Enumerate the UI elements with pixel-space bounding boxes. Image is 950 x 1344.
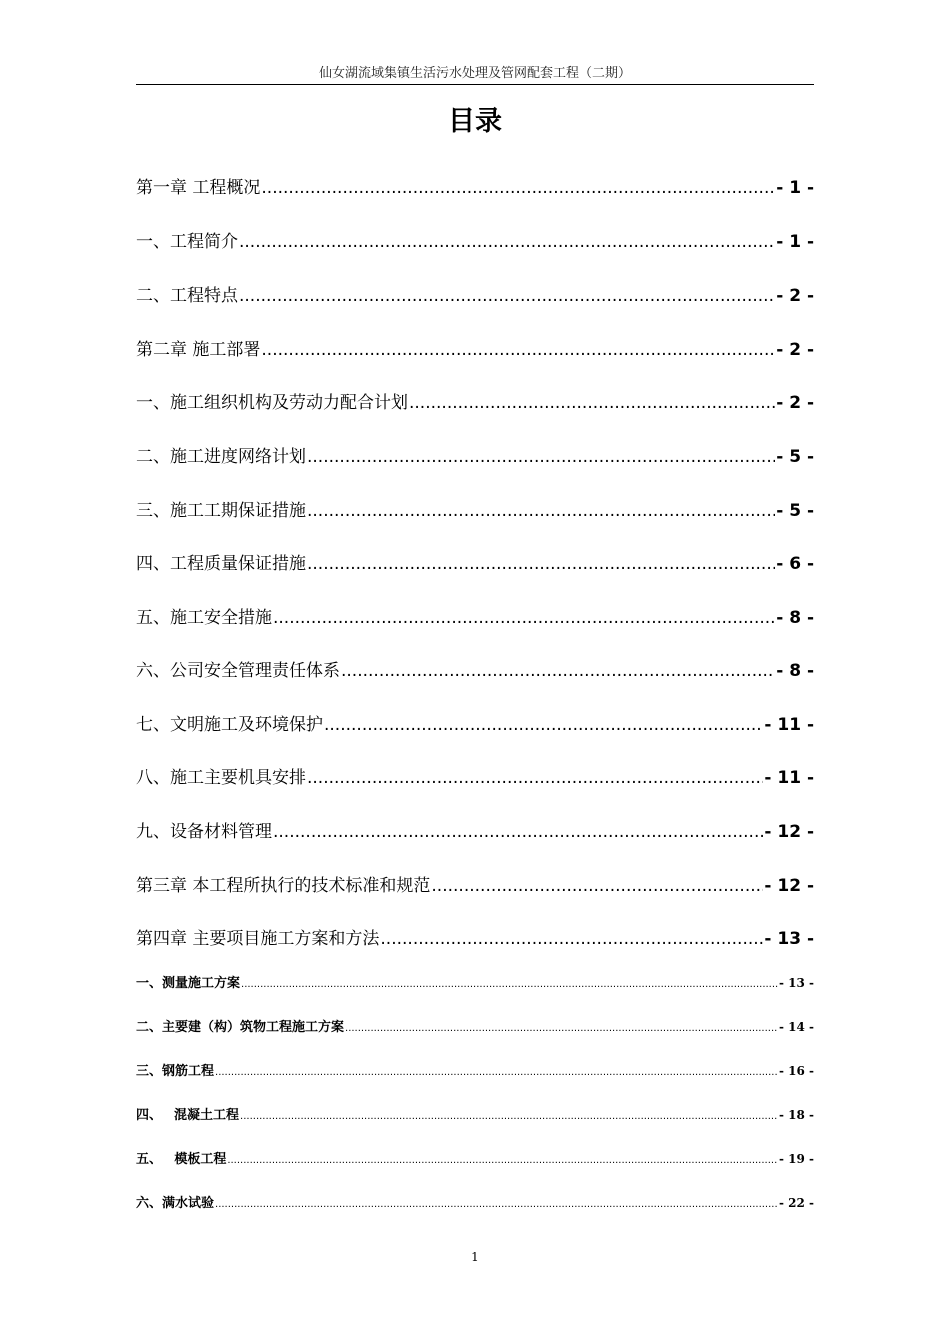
toc-entry[interactable] xyxy=(136,1104,814,1126)
page-number: 1 xyxy=(471,1250,479,1264)
toc-entry-page: - 5 - xyxy=(776,501,814,521)
toc-entry-page: - 6 - xyxy=(776,554,814,574)
toc-dot-leader xyxy=(409,389,775,417)
toc-entry-label: 三、施工工期保证措施 xyxy=(136,501,306,521)
toc-entry-page: - 2 - xyxy=(776,340,814,360)
toc-entry-page: - 14 - xyxy=(778,1020,814,1034)
toc-entry[interactable] xyxy=(136,1060,814,1082)
toc-dot-leader xyxy=(241,973,778,996)
toc-entry-page: - 12 - xyxy=(764,822,814,842)
toc-entry-label: 二、主要建（构）筑物工程施工方案 xyxy=(136,1020,345,1035)
toc-entry-label: 二、工程特点 xyxy=(136,286,238,306)
toc-entry-label-text: 模板工程 xyxy=(174,1152,227,1167)
toc-entry[interactable] xyxy=(136,604,814,632)
toc-dot-leader xyxy=(307,550,775,578)
toc-dot-leader xyxy=(307,764,763,792)
toc-entry-page: - 1 - xyxy=(776,178,814,198)
toc-entry-label: 第三章 本工程所执行的技术标准和规范 xyxy=(136,876,431,896)
toc-entry[interactable] xyxy=(136,1016,814,1038)
toc-entry-label: 第四章 主要项目施工方案和方法 xyxy=(136,929,380,949)
toc-entry[interactable] xyxy=(136,282,814,310)
toc-entry-page: - 13 - xyxy=(778,976,814,990)
toc-entry[interactable] xyxy=(136,1148,814,1170)
toc-entry-page: - 13 - xyxy=(764,929,814,949)
toc-entry-page: - 2 - xyxy=(776,286,814,306)
toc-entry-label: 一、测量施工方案 xyxy=(136,976,241,991)
toc-entry-page: - 2 - xyxy=(776,393,814,413)
toc-entry[interactable] xyxy=(136,818,814,846)
toc-entry[interactable] xyxy=(136,389,814,417)
toc-entry[interactable] xyxy=(136,174,814,202)
page-title: 目录 xyxy=(448,106,502,137)
toc-dot-leader xyxy=(307,497,775,525)
toc-entry[interactable] xyxy=(136,872,814,900)
toc-entry-page: - 22 - xyxy=(778,1196,814,1210)
toc-entry-label: 六、公司安全管理责任体系 xyxy=(136,661,340,681)
toc-entry-page: - 16 - xyxy=(778,1064,814,1078)
toc-entry-page: - 11 - xyxy=(764,768,814,788)
toc-entry-page: - 1 - xyxy=(776,232,814,252)
toc-dot-leader xyxy=(239,228,775,256)
toc-dot-leader xyxy=(380,925,763,953)
toc-entry[interactable] xyxy=(136,657,814,685)
toc-entry-page: - 18 - xyxy=(778,1108,814,1122)
toc-dot-leader xyxy=(227,1149,778,1172)
toc-dot-leader xyxy=(261,336,775,364)
toc-entry[interactable] xyxy=(136,764,814,792)
toc-entry-page: - 8 - xyxy=(776,661,814,681)
toc-entry-page: - 8 - xyxy=(776,608,814,628)
toc-entry-label: 五、施工安全措施 xyxy=(136,608,272,628)
toc-entry-label-text: 混凝土工程 xyxy=(174,1108,240,1123)
toc-entry-label: 一、施工组织机构及劳动力配合计划 xyxy=(136,393,408,413)
toc-entry[interactable] xyxy=(136,336,814,364)
toc-entry-page: - 5 - xyxy=(776,447,814,467)
toc-dot-leader xyxy=(345,1017,778,1040)
toc-entry-label: 五、 xyxy=(136,1152,163,1167)
toc-dot-leader xyxy=(273,604,775,632)
toc-entry-label: 八、施工主要机具安排 xyxy=(136,768,306,788)
toc-entry-label: 第二章 施工部署 xyxy=(136,340,261,360)
toc-entry-label: 三、钢筋工程 xyxy=(136,1064,215,1079)
toc-entry-page: - 19 - xyxy=(778,1152,814,1166)
toc-entry-label: 九、设备材料管理 xyxy=(136,822,272,842)
toc-dot-leader xyxy=(324,711,763,739)
toc-entry[interactable] xyxy=(136,228,814,256)
toc-dot-leader xyxy=(215,1193,778,1216)
toc-dot-leader xyxy=(239,282,775,310)
toc-entry-page: - 11 - xyxy=(764,715,814,735)
toc-entry[interactable] xyxy=(136,1192,814,1214)
toc-entry-label: 第一章 工程概况 xyxy=(136,178,261,198)
toc-dot-leader xyxy=(215,1061,778,1084)
toc-entry-label: 七、文明施工及环境保护 xyxy=(136,715,323,735)
toc-dot-leader xyxy=(261,174,775,202)
toc-dot-leader xyxy=(341,657,775,685)
toc-entry-page: - 12 - xyxy=(764,876,814,896)
toc-entry[interactable] xyxy=(136,925,814,953)
toc-entry-label: 六、满水试验 xyxy=(136,1196,215,1211)
toc-entry-label: 一、工程简介 xyxy=(136,232,238,252)
toc-entry[interactable] xyxy=(136,550,814,578)
toc-entry[interactable] xyxy=(136,497,814,525)
toc-entry-label: 四、 xyxy=(136,1108,163,1123)
toc-entry[interactable] xyxy=(136,972,814,994)
toc-dot-leader xyxy=(307,443,775,471)
toc-entry[interactable] xyxy=(136,443,814,471)
toc-dot-leader xyxy=(431,872,763,900)
toc-dot-leader xyxy=(273,818,763,846)
toc-entry-label: 二、施工进度网络计划 xyxy=(136,447,306,467)
running-header: 仙女湖流域集镇生活污水处理及管网配套工程（二期） xyxy=(136,64,814,85)
toc-entry-label: 四、工程质量保证措施 xyxy=(136,554,306,574)
toc-entry[interactable] xyxy=(136,711,814,739)
toc-dot-leader xyxy=(240,1105,778,1128)
